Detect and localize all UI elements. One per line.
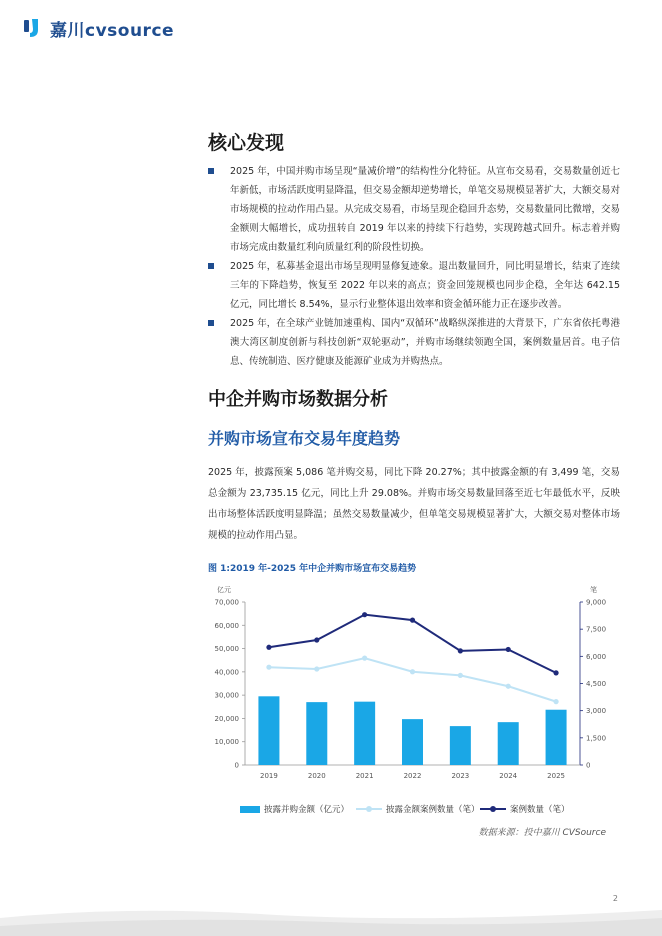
finding-text: 2025 年，在全球产业链加速重构、国内“双循环”战略纵深推进的大背景下，广东省依托粤港澳大湾区制度创新与科技创新“双轮驱动”，并购市场继续领跑全国，案例数量居首。电子信息、传统制造、医疗健康及能源矿业成为并购热点。 [230,318,620,367]
legend-marker-icon [490,806,496,812]
legend-label: 披露金额案例数量（笔） [386,805,480,815]
bar [402,719,423,765]
y-left-tick-label: 0 [234,761,239,770]
y-left-tick-label: 40,000 [214,668,239,677]
core-findings-title: 核心发现 [208,132,285,154]
bar [258,696,279,765]
point-count [506,647,511,652]
y-left-tick-label: 50,000 [214,645,239,654]
figure-title: 图 1:2019 年-2025 年中企并购市场宣布交易趋势 [208,564,417,574]
finding-text: 2025 年，私募基金退出市场呈现明显修复迹象。退出数量回升，同比明显增长，结束了连续三年的下降趋势，恢复至 2022 年以来的高点；资金回笼规模也同步企稳，全年达 642.15 亿元，同比增长 8.54%，显示行业整体退出效率和资金循环能力正在逐步改善。 [230,261,620,310]
point-disclosed [458,673,463,678]
finding-item [208,257,620,314]
point-count [362,612,367,617]
brand-logo [22,14,174,42]
legend-label: 案例数量（笔） [510,805,570,815]
page-number: 2 [612,894,618,903]
y-right-tick-label: 4,500 [586,680,607,688]
bar [546,710,567,765]
footer-wave-decoration [0,900,662,936]
y-axis-right-label: 笔 [590,586,597,594]
trend-chart [200,578,620,818]
y-left-tick-label: 30,000 [214,691,239,700]
y-left-tick-label: 10,000 [214,738,239,747]
point-count [410,618,415,623]
bullet-square-icon [208,263,214,269]
y-left-tick-label: 70,000 [214,598,239,607]
point-count [266,645,271,650]
y-left-tick-label: 20,000 [214,714,239,723]
bar [354,702,375,765]
x-tick-label: 2020 [307,772,326,780]
bullet-square-icon [208,168,214,174]
y-right-tick-label: 1,500 [586,734,607,743]
bar [450,726,471,765]
point-count [458,648,463,653]
y-right-tick-label: 7,500 [586,625,607,634]
core-findings-list [208,162,620,371]
finding-item [208,314,620,371]
legend-swatch [356,808,382,810]
series-line-count [269,615,556,673]
point-disclosed [314,666,319,671]
legend-label: 披露并购金额（亿元） [264,805,350,815]
y-right-tick-label: 3,000 [586,707,607,716]
point-disclosed [553,699,558,704]
point-count [553,670,558,675]
x-tick-label: 2025 [547,772,565,780]
point-disclosed [362,656,367,661]
data-source: 数据来源：投中嘉川 CVSource [478,828,606,838]
x-tick-label: 2022 [403,772,422,780]
analysis-paragraph: 2025 年，披露预案 5,086 笔并购交易，同比下降 20.27%；其中披露金额的有 3,499 笔，交易总金额为 23,735.15 亿元，同比上升 29.08%。并购市场交易数量回落至近七年最低水平，反映出市场整体活跃度明显降温；虽然交易数量减少，但单笔交易规模显著扩大，大额交易对整体市场规模的拉动作用凸显。 [208,467,620,541]
x-tick-label: 2023 [451,772,470,780]
series-line-disclosed [269,658,556,701]
x-tick-label: 2019 [260,772,278,780]
x-tick-label: 2024 [499,772,518,780]
point-disclosed [410,669,415,674]
y-axis-left-label: 亿元 [217,586,231,594]
y-right-tick-label: 6,000 [586,652,607,661]
legend-marker-icon [366,806,372,812]
legend-item [240,802,349,816]
x-tick-label: 2021 [355,772,374,780]
bullet-square-icon [208,320,214,326]
bar [306,702,327,765]
y-right-tick-label: 9,000 [586,598,607,607]
bar [498,722,519,765]
point-disclosed [266,665,271,670]
section-subtitle: 并购市场宣布交易年度趋势 [208,429,401,448]
legend-item [356,802,480,816]
legend-item [480,802,570,816]
brand-logo-icon [22,16,46,40]
chart-legend [240,802,620,816]
point-disclosed [506,684,511,689]
logo-text: 嘉川cvsource [50,20,175,41]
y-left-tick-label: 60,000 [214,621,239,630]
legend-swatch [240,806,260,813]
finding-text: 2025 年，中国并购市场呈现“量减价增”的结构性分化特征。从宣布交易看，交易数量创近七年新低，市场活跃度明显降温，但交易金额却逆势增长，单笔交易规模显著扩大，大额交易对市场规模的拉动作用凸显。从完成交易看，市场呈现企稳回升态势，交易数量同比微增，交易金额则大幅增长，成功扭转自 2019 年以来的持续下行趋势，实现跨越式回升。标志着并购市场完成由数量红利向质量红利的阶段性切换。 [230,166,620,253]
point-count [314,637,319,642]
legend-swatch [480,808,506,810]
finding-item [208,162,620,257]
section-title: 中企并购市场数据分析 [208,389,388,410]
y-right-tick-label: 0 [586,761,591,770]
